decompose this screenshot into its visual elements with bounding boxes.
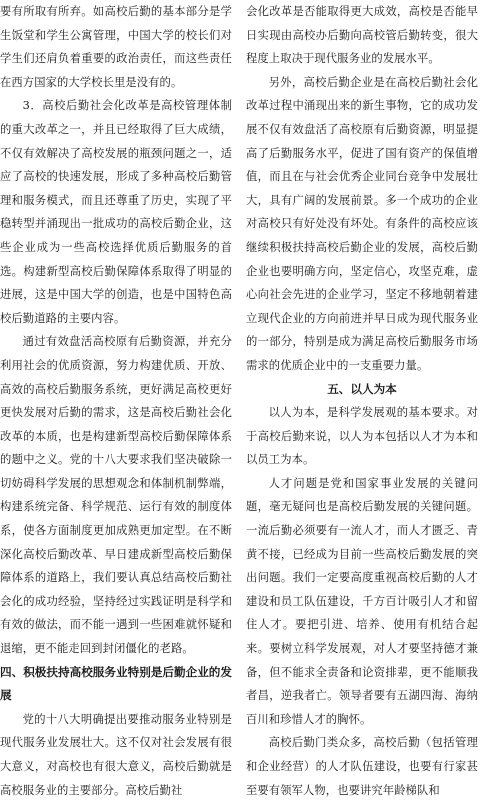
- left-column: [0, 0, 232, 802]
- paragraph: 人才问题是党和国家事业发展的关键问题，毫无疑问也是高校后勤发展的关键问题。一流后勤必须要有一流人才，而人才匮乏、青黄不接，已经成为目前一些高校后勤发展的突出问题。我们一定要高度重视高校后勤的人才建设和员工队伍建设，千方百计吸引人才和留住人才。要把引进、培养、使用有机结合起来。要树立科学发展观，对人才要坚持德才兼备，但不能求全责备和论资排辈，更不能顺我者昌，逆我者亡。领导者要有五湖四海、海纳百川和珍惜人才的胸怀。: [246, 476, 478, 726]
- paragraph: 党的十八大明确提出要推动服务业特别是现代服务业发展壮大。这不仅对社会发展有很大意义，对高校也有很大意义，高校后勤就是高校服务业的主要部分。高校后勤社: [0, 712, 232, 797]
- paragraph: 要有所取有所弃。如高校后勤的基本部分是学生饭堂和学生公寓管理，中国大学的校长们对学生们还肩负着重要的政治责任，而这些责任在西方国家的大学校长里是没有的。: [0, 5, 232, 89]
- paragraph: 另外，高校后勤企业是在高校后勤社会化改革过程中涌现出来的新生事物，它的成功发展不仅有效盘活了高校原有后勤资源，明显提高了后勤服务水平，促进了国有资产的保值增值，而且在与社会优秀企业同台竞争中发展壮大，具有广阔的发展前景。多一个成功的企业对高校只有好处没有坏处。有条件的高校应该继续积极扶持高校后勤企业的发展，高校后勤企业也要明确方向，坚定信心，攻坚克难，虚心向社会先进的企业学习，坚定不移地朝着建立现代企业的方向前进并早日成为现代服务业的一部分，特别是成为满足高校后勤服务市场需求的优质企业中的一支重要力量。: [246, 75, 478, 372]
- section-heading: 四、积极扶持高校服务业特别是后勤企业的发展: [0, 664, 232, 703]
- paragraph: 会化改革是否能取得更大成效，高校是否能早日实现由高校办后勤向高校管后勤转变，很大程度上取决于现代服务业的发展水平。: [246, 5, 478, 66]
- paragraph: 高校后勤门类众多，高校后勤（包括管理和企业经营）的人才队伍建设，也要有行家甚至要有领军人物，也要讲究年龄梯队和: [246, 736, 478, 797]
- paragraph: 通过有效盘活高校原有后勤资源，并充分利用社会的优质资源，努力构建优质、开放、高效的高校后勤服务系统，更好满足高校更好更快发展对后勤的需求，这是高校后勤社会化改革的本质，也是构建新型高校后勤保障体系的题中之义。党的十八大要求我们坚决破除一切妨碍科学发展的思想观念和体制机制弊端，构建系统完备、科学规范、运行有效的制度体系，使各方面制度更加成熟更加定型。在不断深化高校后勤改革、早日建成新型高校后勤保障体系的道路上，我们要认真总结高校后勤社会化的成功经验，坚持经过实践证明是科学和有效的做法，而不能一遇到一些困难就怀疑和退缩，更不能走回到封闭僵化的老路。: [0, 335, 232, 656]
- paragraph: 以人为本，是科学发展观的基本要求。对于高校后勤来说，以人为本包括以人才为本和以员工为本。: [246, 406, 478, 467]
- paragraph: 3．高校后勤社会化改革是高校管理体制的重大改革之一，并且已经取得了巨大成绩，不仅有效解决了高校发展的瓶颈问题之一，适应了高校的快速发展，形成了多种高校后勤管理和服务模式，而且还尊重了历史，实现了平稳转型并涌现出一批成功的高校后勤企业，这些企业成为一些高校选择优质后勤服务的首选。构建新型高校后勤保障体系取得了明显的进展，这是中国大学的创造，也是中国特色高校后勤道路的主要内容。: [0, 99, 232, 325]
- section-heading: 五、以人为本: [327, 381, 397, 396]
- right-column: [246, 0, 478, 802]
